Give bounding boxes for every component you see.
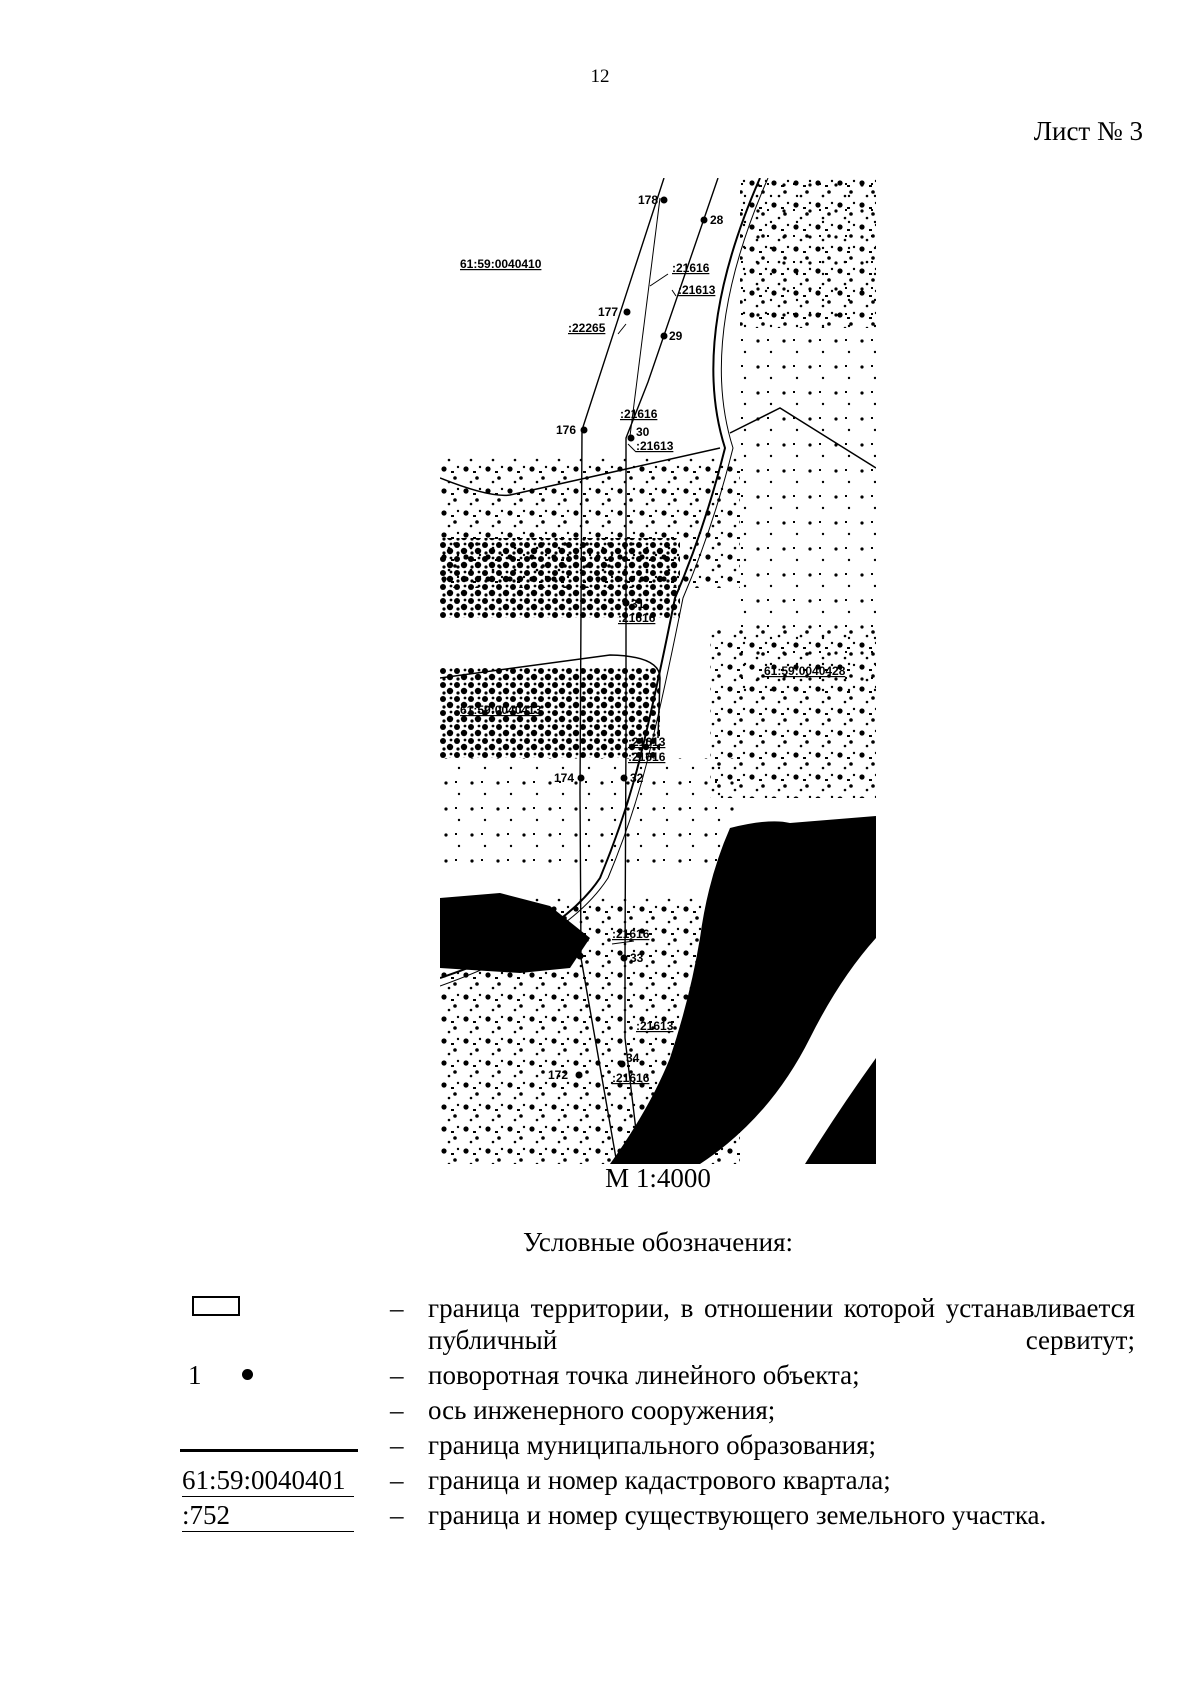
point-label: 28 [710,213,724,227]
legend-description: поворотная точка линейного объекта; [428,1360,860,1390]
quarter-symbol-label: 61:59:0040401 [182,1464,354,1497]
legend-dash: – [390,1293,404,1323]
legend-description: граница муниципального образования; [428,1430,877,1460]
legend-dash: – [390,1395,404,1425]
page-number: 12 [590,66,610,87]
legend-title: Условные обозначения: [522,1227,794,1257]
point-label: 34 [626,1051,640,1065]
legend-item-engineering-axis [180,1394,1135,1426]
legend-description: граница и номер кадастрового квартала; [428,1465,891,1495]
legend [180,1292,1135,1534]
rectangle-symbol-icon [192,1296,240,1316]
legend-symbol [180,1464,390,1496]
map-drawing [440,178,876,1164]
point-label: 177 [598,305,619,319]
parcel-label: :21616 [620,407,658,421]
quarter-label: 61:59:0040413 [460,703,542,717]
point-label: 178 [638,193,659,207]
point-label: 173 [553,949,574,963]
legend-symbol [180,1359,390,1391]
point-label: 32 [630,771,644,785]
legend-dash: – [390,1500,404,1530]
legend-dash: – [390,1465,404,1495]
legend-symbol [180,1394,390,1426]
parcel-label: :21613 [678,283,716,297]
cadastral-map [440,178,876,1164]
legend-item-cadastral-quarter [180,1464,1135,1496]
legend-description: ось инженерного сооружения; [428,1395,776,1425]
thick-line-symbol-icon [180,1449,358,1452]
point-label: 33 [630,951,644,965]
parcel-label: :22265 [568,321,606,335]
point-label: 176 [556,423,577,437]
engineering-axis [630,198,660,436]
legend-symbol [180,1429,390,1461]
quarter-label: 61:59:0040428 [764,664,846,678]
point-label: 30 [636,425,650,439]
legend-item-servitude-boundary [180,1292,1135,1356]
point-label: 172 [548,1068,569,1082]
legend-description: граница территории, в отношении которой устанавливается публичный сервитут; [428,1293,1135,1355]
legend-dash: – [390,1430,404,1460]
parcel-label: :21616 [628,750,666,764]
sheet-title: Лист № 3 [1033,116,1143,146]
quarter-label: 61:59:0040410 [460,257,542,271]
parcel-label: :21613 [636,439,674,453]
parcel-label: :21616 [612,927,650,941]
parcel-label: :21613 [636,1019,674,1033]
parcel-label: :21616 [618,611,656,625]
legend-dash: – [390,1360,404,1390]
parcel-symbol-label: :752 [182,1499,354,1532]
point-label: 29 [669,329,683,343]
legend-symbol [180,1292,390,1324]
legend-description: граница и номер существующего земельного участка. [428,1500,1047,1530]
map-scale: М 1:4000 [605,1163,711,1193]
parcel-label: :21616 [612,1071,650,1085]
parcel-label: :21616 [672,261,710,275]
legend-item-turning-point [180,1359,1135,1391]
parcel-label: :21613 [628,735,666,749]
point-symbol-icon [242,1369,253,1380]
legend-symbol [180,1499,390,1531]
legend-item-land-parcel [180,1499,1135,1531]
point-label: 174 [554,771,575,785]
point-label: 31 [631,597,645,611]
point-symbol-number: 1 [188,1360,202,1390]
legend-item-municipal-boundary [180,1429,1135,1461]
